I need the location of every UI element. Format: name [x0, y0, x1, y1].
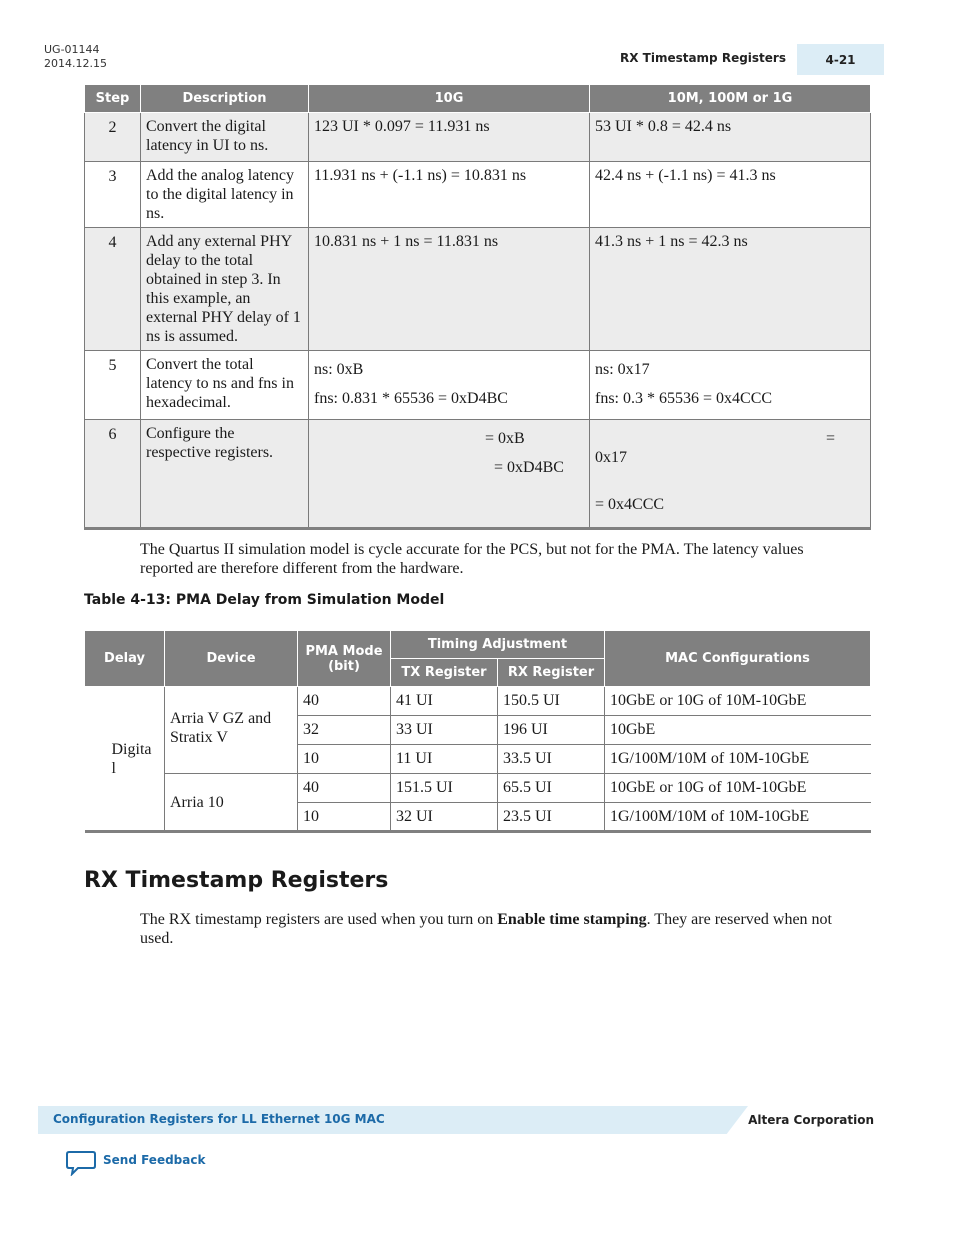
section-paragraph — [140, 910, 860, 948]
value-10g-cell — [309, 420, 590, 529]
delay-label: Digita — [111, 740, 152, 758]
value-10g-cell — [309, 113, 590, 162]
value-10g-cell — [309, 228, 590, 351]
header-delay: Delay — [85, 631, 165, 687]
description-cell: Convert the digital latency in UI to ns. — [141, 113, 309, 162]
header-rx-register: RX Register — [498, 659, 605, 687]
value-line: ns: 0xB — [314, 361, 364, 378]
header-1g: 10M, 100M or 1G — [590, 85, 871, 113]
tx-register-cell: 151.5 UI — [391, 774, 498, 803]
table-header-row — [85, 631, 871, 659]
header-section-title: RX Timestamp Registers — [619, 51, 786, 65]
step-cell: 5 — [85, 351, 141, 420]
rx-register-cell: 33.5 UI — [498, 745, 605, 774]
value-10g-cell — [309, 162, 590, 228]
doc-id: UG-01144 — [44, 43, 100, 56]
paragraph-text: . They are reserved when not used. — [140, 911, 832, 947]
section-heading: RX Timestamp Registers — [84, 868, 389, 893]
value-line: = — [826, 430, 836, 447]
step-cell: 6 — [85, 420, 141, 529]
simulation-note: The Quartus II simulation model is cycle accurate for the PCS, but not for the PMA. The latency values reported are therefore different from the hardware. — [140, 541, 804, 577]
value-line: 41.3 ns + 1 ns = 42.3 ns — [595, 233, 748, 250]
footer-company: Altera Corporation — [748, 1113, 874, 1127]
paragraph-text: The RX timestamp registers are used when you turn on — [140, 911, 498, 928]
delay-label: l — [111, 759, 116, 777]
mac-config-cell: 10GbE — [605, 716, 871, 745]
description-cell: Convert the total latency to ns and fns in hexadecimal. — [141, 351, 309, 420]
value-line: 53 UI * 0.8 = 42.4 ns — [595, 118, 732, 135]
rx-register-cell: 150.5 UI — [498, 687, 605, 716]
table-row — [85, 687, 871, 716]
rx-register-cell: 196 UI — [498, 716, 605, 745]
table-caption: Table 4-13: PMA Delay from Simulation Model — [84, 592, 445, 608]
page-number: 4-21 — [797, 44, 884, 75]
pma-mode-cell: 40 — [298, 687, 391, 716]
header-10g: 10G — [309, 85, 590, 113]
table-row — [85, 228, 871, 351]
description-cell: Add the analog latency to the digital latency in ns. — [141, 162, 309, 228]
step-cell: 2 — [85, 113, 141, 162]
value-line: 10.831 ns + 1 ns = 11.831 ns — [314, 233, 499, 250]
pma-mode-cell: 40 — [298, 774, 391, 803]
value-line: 0x17 — [595, 449, 627, 466]
step-cell: 3 — [85, 162, 141, 228]
rx-register-cell: 23.5 UI — [498, 803, 605, 832]
value-line: fns: 0.3 * 65536 = 0x4CCC — [595, 390, 773, 407]
value-1g-cell — [590, 228, 871, 351]
value-1g-cell — [590, 113, 871, 162]
step-cell: 4 — [85, 228, 141, 351]
device-cell: Arria 10 — [165, 774, 298, 832]
table-row — [85, 774, 871, 803]
description-cell: Configure the respective registers. — [141, 420, 309, 529]
value-10g-cell — [309, 351, 590, 420]
value-line: 11.931 ns + (-1.1 ns) = 10.831 ns — [314, 167, 527, 184]
pma-mode-cell: 32 — [298, 716, 391, 745]
delay-cell — [85, 687, 165, 832]
value-line: 123 UI * 0.097 = 11.931 ns — [314, 118, 490, 135]
value-line: = 0x4CCC — [595, 496, 665, 513]
tx-register-cell: 32 UI — [391, 803, 498, 832]
value-line: = 0xB — [485, 430, 525, 447]
doc-date: 2014.12.15 — [44, 57, 107, 70]
tx-register-cell: 41 UI — [391, 687, 498, 716]
tx-register-cell: 11 UI — [391, 745, 498, 774]
pma-mode-cell: 10 — [298, 803, 391, 832]
header-timing-adjustment: Timing Adjustment — [391, 631, 605, 659]
rx-register-cell: 65.5 UI — [498, 774, 605, 803]
tx-register-cell: 33 UI — [391, 716, 498, 745]
table-row — [85, 420, 871, 529]
table-row — [85, 162, 871, 228]
header-tx-register: TX Register — [391, 659, 498, 687]
value-line: fns: 0.831 * 65536 = 0xD4BC — [314, 390, 508, 407]
table-header-row — [85, 85, 871, 113]
pma-mode-cell: 10 — [298, 745, 391, 774]
value-1g-cell — [590, 162, 871, 228]
description-cell: Add any external PHY delay to the total obtained in step 3. In this example, an external PHY delay of 1 ns is assumed. — [141, 228, 309, 351]
enable-time-stamping-term: Enable time stamping — [497, 911, 647, 928]
mac-config-cell: 10GbE or 10G of 10M-10GbE — [605, 774, 871, 803]
footer-chapter-link[interactable]: Configuration Registers for LL Ethernet 10G MAC — [53, 1112, 385, 1126]
doc-id-block — [44, 43, 107, 71]
table-row — [85, 113, 871, 162]
table-row — [85, 351, 871, 420]
latency-table — [84, 84, 871, 530]
mac-config-cell: 1G/100M/10M of 10M-10GbE — [605, 745, 871, 774]
header-description: Description — [141, 85, 309, 113]
value-1g-cell — [590, 420, 871, 529]
pma-delay-table — [84, 630, 871, 833]
send-feedback-link[interactable]: Send Feedback — [103, 1153, 206, 1167]
header-mac-configurations: MAC Configurations — [605, 631, 871, 687]
mac-config-cell: 1G/100M/10M of 10M-10GbE — [605, 803, 871, 832]
feedback-icon[interactable] — [66, 1150, 96, 1176]
value-line: 42.4 ns + (-1.1 ns) = 41.3 ns — [595, 167, 776, 184]
header-device: Device — [165, 631, 298, 687]
header-pma-mode: PMA Mode (bit) — [298, 631, 391, 687]
mac-config-cell: 10GbE or 10G of 10M-10GbE — [605, 687, 871, 716]
header-step: Step — [85, 85, 141, 113]
value-1g-cell — [590, 351, 871, 420]
value-line: ns: 0x17 — [595, 361, 650, 378]
device-cell: Arria V GZ and Stratix V — [165, 687, 298, 774]
value-line: = 0xD4BC — [494, 459, 564, 476]
